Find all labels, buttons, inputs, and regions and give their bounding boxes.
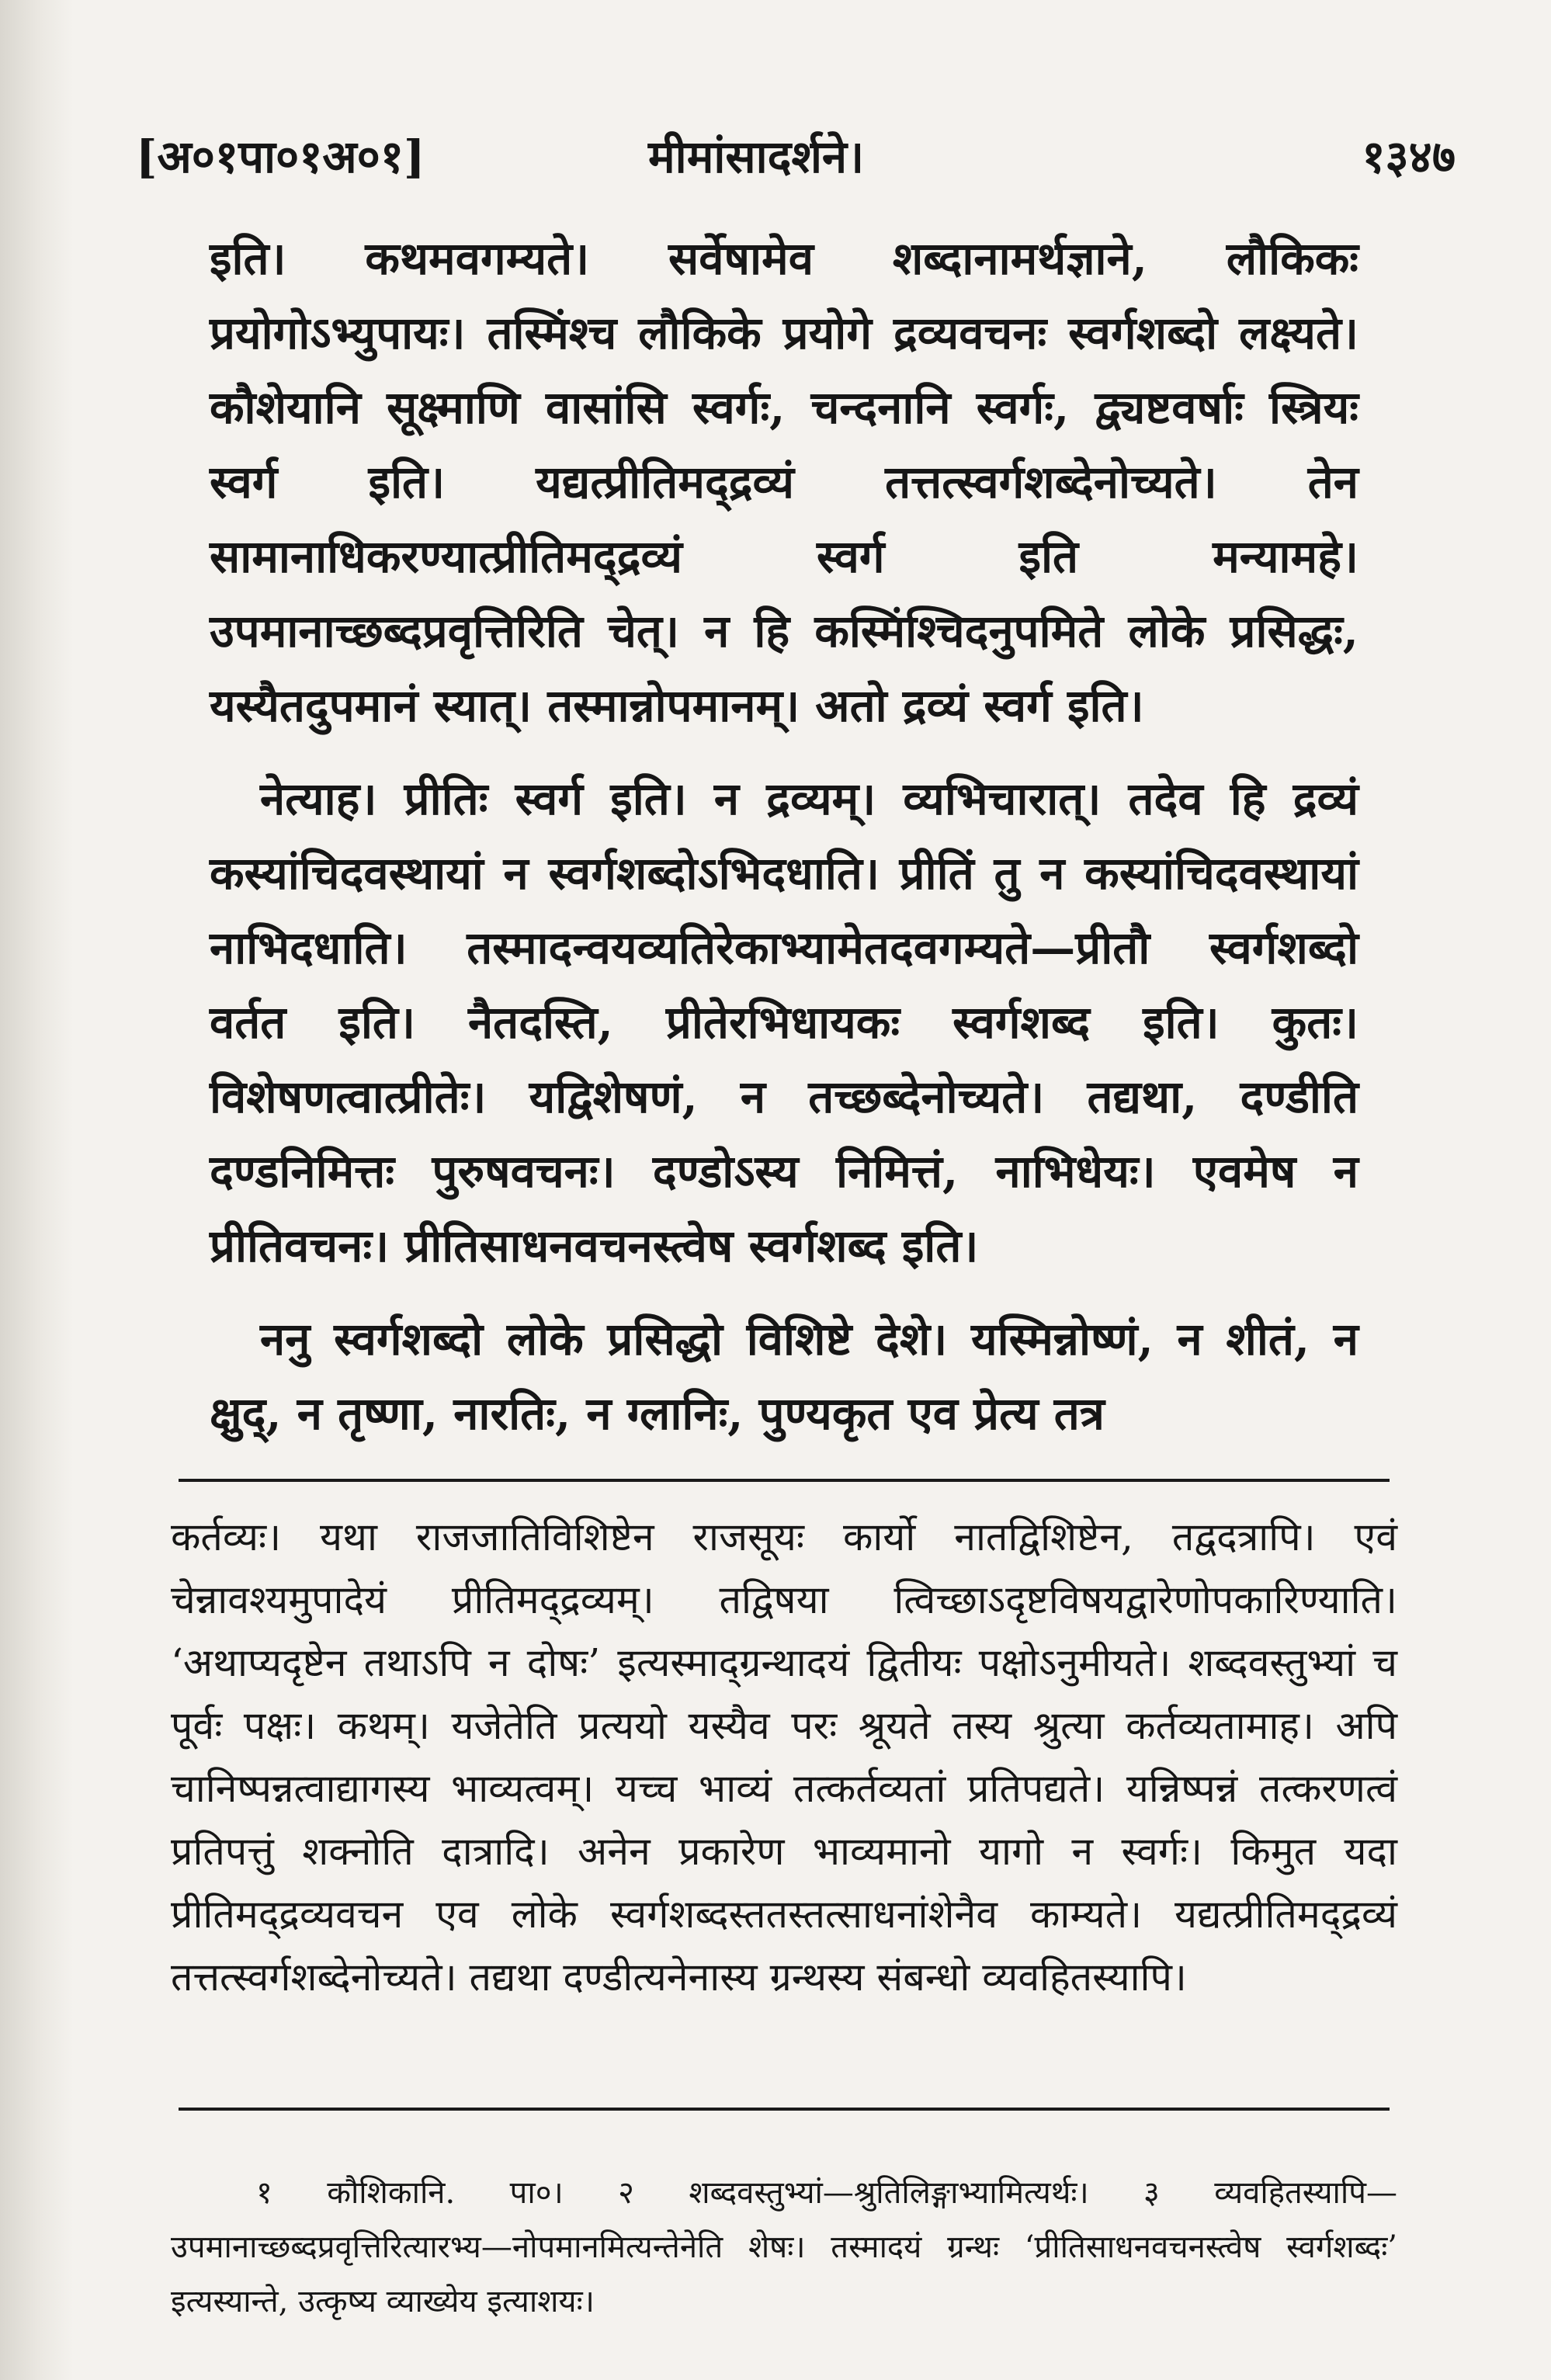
page-number: १३४७ bbox=[1362, 130, 1456, 183]
main-paragraph-3: ननु स्वर्गशब्दो लोके प्रसिद्धो विशिष्टे देशे। यस्मिन्नोष्णं, न शीतं, न क्षुद्, न तृष्णा, नारतिः, न ग्लानिः, पुण्यकृत एव प्रेत्य तत्र bbox=[210, 1313, 1358, 1440]
page-header bbox=[136, 116, 1456, 186]
footnote-divider bbox=[179, 1479, 1390, 1482]
chapter-reference: [अ०१पा०१अ०१] bbox=[136, 130, 425, 183]
sub-commentary-text: कर्तव्यः। यथा राजजातिविशिष्टेन राजसूयः कार्यो नातद्विशिष्टेन, तद्वदत्रापि। एवं चेन्नावश्यमुपादेयं प्रीतिमद्द्रव्यम्। तद्विषया त्विच्छाऽदृष्टविषयद्वारेणोपकारिण्याति। ‘अथाप्यदृष्टेन तथाऽपि न दोषः’ इत्यस्माद्ग्रन्थादयं द्वितीयः पक्षोऽनुमीयते। शब्दवस्तुभ्यां च पूर्वः पक्षः। कथम्। यजेतेति प्रत्ययो यस्यैव परः श्रूयते तस्य श्रुत्या कर्तव्यतामाह। अपि चानिष्पन्नत्वाद्यागस्य भाव्यत्वम्। यच्च भाव्यं तत्कर्तव्यतां प्रतिपद्यते। यन्निष्पन्नं तत्करणत्वं प्रतिपत्तुं शक्नोति दात्रादि। अनेन प्रकारेण भाव्यमानो यागो न स्वर्गः। किमुत यदा प्रीतिमद्द्रव्यवचन एव लोके स्वर्गशब्दस्ततस्तत्साधनांशेनैव काम्यते। यद्यत्प्रीतिमद्द्रव्यं तत्तत्स्वर्गशब्देनोच्यते। तद्यथा दण्डीत्यनेनास्य ग्रन्थस्य संबन्धो व्यवहितस्यापि। bbox=[171, 1514, 1397, 2000]
main-paragraph-2: नेत्याह। प्रीतिः स्वर्ग इति। न द्रव्यम्। व्यभिचारात्। तदेव हि द्रव्यं कस्यांचिदवस्थायां न स्वर्गशब्दोऽभिदधाति। प्रीतिं तु न कस्यांचिदवस्थायां नाभिदधाति। तस्मादन्वयव्यतिरेकाभ्यामेतदवगम्यते—प्रीतौ स्वर्गशब्दो वर्तत इति। नैतदस्ति, प्रीतेरभिधायकः स्वर्गशब्द इति। कुतः। विशेषणत्वात्प्रीतेः। यद्विशेषणं, न तच्छब्देनोच्यते। तद्यथा, दण्डीति दण्डनिमित्तः पुरुषवचनः। दण्डोऽस्य निमित्तं, नाभिधेयः। एवमेष न प्रीतिवचनः। प्रीतिसाधनवचनस्त्वेष स्वर्गशब्द इति। bbox=[210, 772, 1358, 1272]
sub-commentary bbox=[171, 1506, 1397, 2009]
main-commentary bbox=[210, 221, 1358, 1451]
main-paragraph-1: इति। कथमवगम्यते। सर्वेषामेव शब्दानामर्थज्ञाने, लौकिकः प्रयोगोऽभ्युपायः। तस्मिंश्च लौकिके प्रयोगे द्रव्यवचनः स्वर्गशब्दो लक्ष्यते। कौशेयानि सूक्ष्माणि वासांसि स्वर्गः, चन्दनानि स्वर्गः, द्व्यष्टवर्षाः स्त्रियः स्वर्ग इति। यद्यत्प्रीतिमद्द्रव्यं तत्तत्स्वर्गशब्देनोच्यते। तेन सामानाधिकरण्यात्प्रीतिमद्द्रव्यं स्वर्ग इति मन्यामहे। उपमानाच्छब्दप्रवृत्तिरिति चेत्। न हि कस्मिंश्चिदनुपमिते लोके प्रसिद्धः, यस्यैतदुपमानं स्यात्। तस्मान्नोपमानम्। अतो द्रव्यं स्वर्ग इति। bbox=[210, 232, 1358, 732]
references-divider bbox=[179, 2108, 1390, 2111]
textual-notes bbox=[171, 2166, 1397, 2329]
textual-notes-text: १ कौशिकानि. पा०। २ शब्दवस्तुभ्यां—श्रुतिलिङ्गाभ्यामित्यर्थः। ३ व्यवहितस्यापि—उपमानाच्छब्दप्रवृत्तिरित्यारभ्य—नोपमानमित्यन्तेनेति शेषः। तस्मादयं ग्रन्थः ‘प्रीतिसाधनवचनस्त्वेष स्वर्गशब्दः’ इत्यस्यान्ते, उत्कृष्य व्याख्येय इत्याशयः। bbox=[171, 2175, 1397, 2319]
scan-edge bbox=[0, 0, 74, 2380]
running-title: मीमांसादर्शने। bbox=[648, 130, 865, 183]
